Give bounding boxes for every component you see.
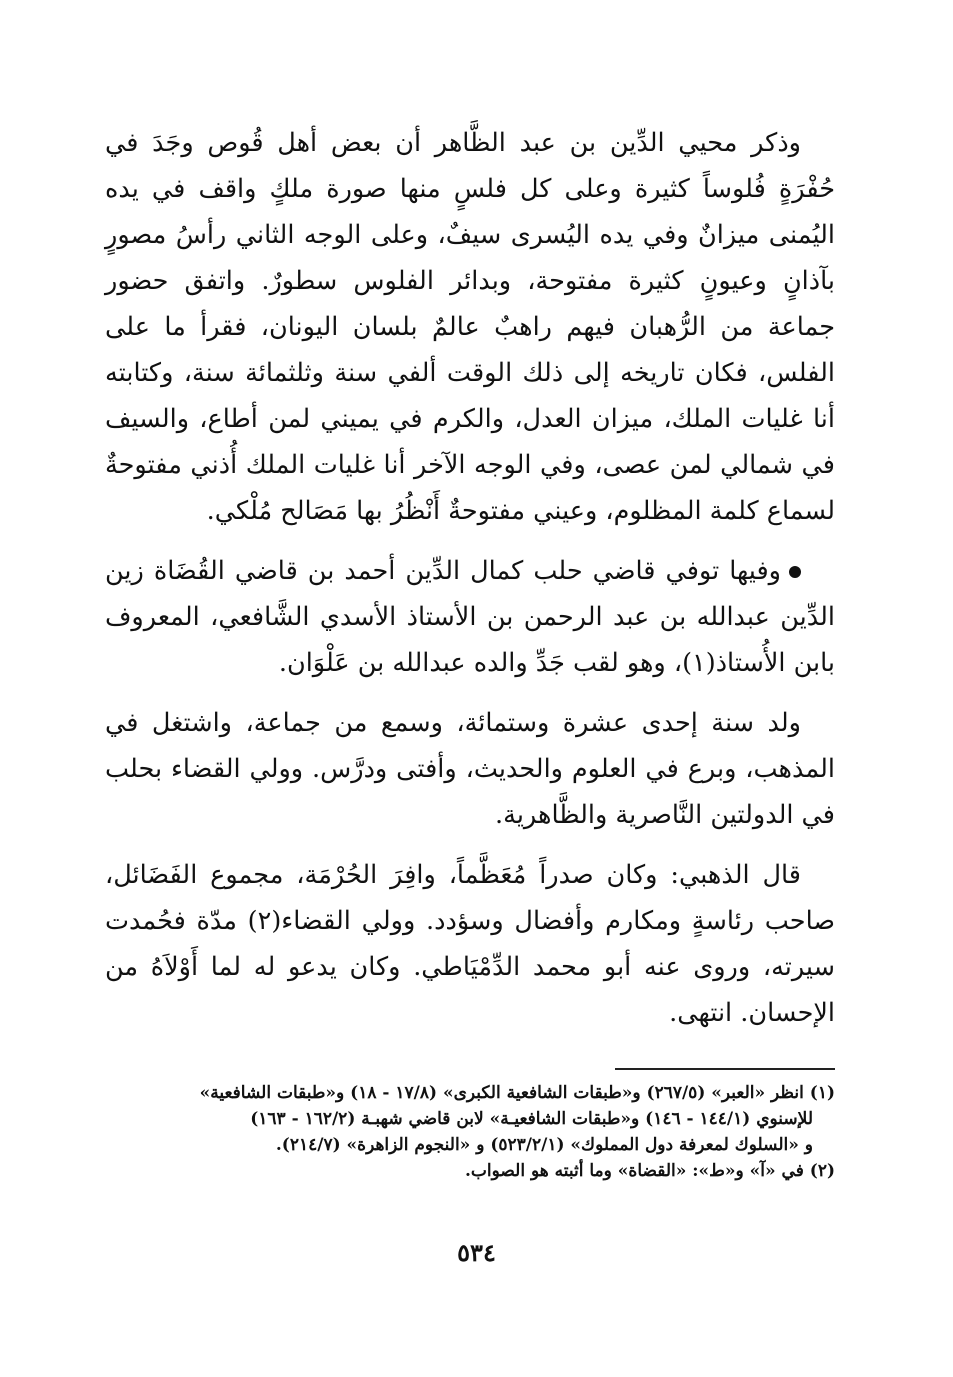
bullet-icon [789, 566, 801, 578]
paragraph-obituary-text: وفيها توفي قاضي حلب كمال الدِّين أحمد بن قاضي القُضَاة زين الدِّين عبدالله بن عبد الرحمن بن الأستاذ الأسدي الشَّافعي، المعروف بابن الأُستاذ(١)، وهو لقب جَدِّ والده عبدالله بن عَلْوَان. [105, 556, 835, 678]
paragraph-coins-story: وذكر محيي الدِّين بن عبد الظَّاهر أن بعض أهل قُوص وجَدَ في حُفْرَةٍ فُلوساً كثيرة وعلى كل فلسٍ منها صورة ملكٍ واقف في يده اليُمنى ميزانٌ وفي يده اليُسرى سيفٌ، وعلى الوجه الثاني رأسُ مصورٍ بآذانٍ وعيونٍ كثيرة مفتوحة، وبدائر الفلوس سطورٌ. واتفق حضور جماعة من الرُّهبان فيهم راهبٌ عالمٌ بلسان اليونان، فقرأ ما على الفلس، فكان تاريخه إلى ذلك الوقت ألفي سنة وثلثمائة سنة، وكتابته أنا غليات الملك، ميزان العدل، والكرم في يميني لمن أطاع، والسيف في شمالي لمن عصى، وفي الوجه الآخر أنا غليات الملك أُذني مفتوحةٌ لسماع كلمة المظلوم، وعيني مفتوحةٌ أَنْظُرُ بها مَصَالح مُلْكي. [105, 128, 836, 526]
paragraph-dhahabi-quote: قال الذهبي: وكان صدراً مُعَظَّماً، وافِرَ الحُرْمَة، مجموع الفَضَائل، صاحب رئاسةٍ ومكارم وأفضال وسؤدد. وولي القضاء(٢) مدّة فحُمدت سيرته، وروى عنه أبو محمد الدِّمْيَاطي. وكان يدعو له لما أَوْلاَهُ من الإحسان. انتهى. [105, 860, 835, 1028]
footnote-divider [615, 1068, 835, 1070]
paragraph-gap [105, 686, 835, 700]
footnote-line: للإسنوي (١٤٤/١ - ١٤٦) و«طبقات الشافعيـة» لابن قاضي شهبـة (١٦٢/٢ - ١٦٣) [250, 1109, 813, 1129]
paragraph-gap [105, 534, 835, 548]
main-text [105, 120, 835, 1036]
footnote-line: (١) انظر «العبر» (٢٦٧/٥) و«طبقات الشافعية الكبرى» (١٧/٨ - ١٨) و«طبقات الشافعية» [199, 1083, 835, 1103]
paragraph-birth: ولد سنة إحدى عشرة وستمائة، وسمع من جماعة، واشتغل في المذهب، وبرع في العلوم والحديث، وأفتى ودرَّس. وولي القضاء بحلب في الدولتين النَّاصرية والظَّاهرية. [105, 708, 835, 830]
paragraph-gap [105, 838, 835, 852]
footnotes [105, 1080, 835, 1184]
footnote-line: (٢) في «آ» و«ط»: «القضاة» وما أثبته هو الصواب. [464, 1161, 835, 1181]
footnote-line: و «السلوك لمعرفة دول المملوك» (٥٢٣/٢/١) و «النجوم الزاهرة» (٢١٤/٧). [275, 1135, 813, 1155]
paragraph-obituary-intro [105, 548, 835, 686]
page-number: ٥٣٤ [457, 1238, 496, 1267]
